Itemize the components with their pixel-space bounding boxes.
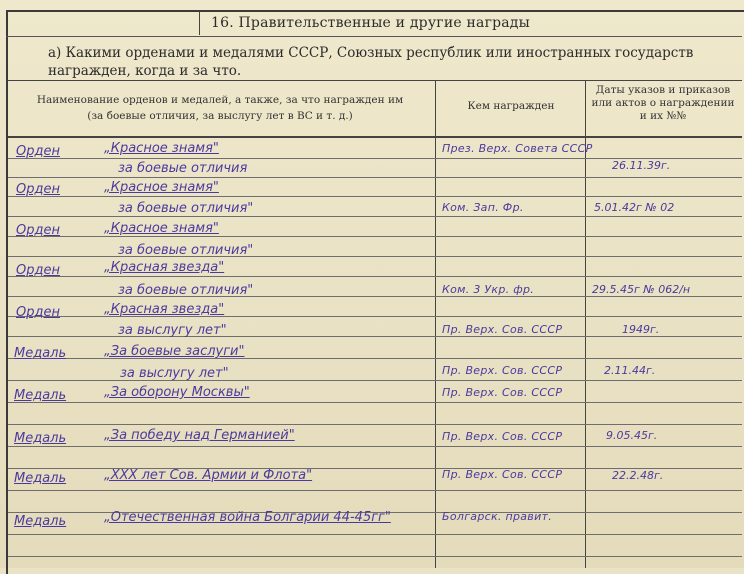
award-type: Медаль	[14, 471, 67, 486]
award-type: Орден	[16, 223, 60, 238]
award-name: „За боевые заслуги"	[104, 344, 245, 359]
award-name: „Красное знамя"	[104, 141, 219, 156]
award-reason: за боевые отличия"	[118, 243, 254, 258]
section-title: 16. Правительственные и другие награды	[211, 15, 530, 31]
award-type: Орден	[16, 305, 60, 320]
rule-line	[8, 424, 742, 425]
award-name: „Отечественная война Болгарии 44-45гг"	[104, 510, 391, 525]
awarded-by: Болгарск. правит.	[442, 510, 553, 523]
header-top-line	[8, 80, 742, 81]
award-date: 22.2.48г.	[612, 469, 664, 482]
award-reason: за боевые отличия	[118, 161, 248, 176]
awarded-by: Пр. Верх. Сов. СССР	[442, 468, 563, 481]
awarded-by: Пр. Верх. Сов. СССР	[442, 364, 563, 377]
award-reason: за выслугу лет"	[120, 366, 229, 381]
column-divider-1	[435, 80, 436, 568]
award-name: „Красное знамя"	[104, 221, 219, 236]
award-type: Орден	[16, 182, 60, 197]
award-name: „За оборону Москвы"	[104, 385, 250, 400]
awarded-by: Пр. Верх. Сов. СССР	[442, 323, 563, 336]
question-text: а) Какими орденами и медалями СССР, Союзных республик или иностранных государств награжден, когда и за что.	[48, 45, 694, 79]
rule-line	[8, 216, 742, 217]
title-divider	[199, 11, 200, 35]
awarded-by: Пр. Верх. Сов. СССР	[442, 430, 563, 443]
award-date: 29.5.45г № 062/н	[592, 283, 691, 296]
header-col-by-whom: Кем награжден	[467, 100, 555, 112]
award-reason: за боевые отличия"	[118, 201, 254, 216]
rule-line	[8, 276, 742, 277]
award-type: Медаль	[14, 346, 67, 361]
award-name: „XXX лет Сов. Армии и Флота"	[104, 468, 313, 483]
award-name: „Красное знамя"	[104, 180, 219, 195]
awarded-by: Ком. 3 Укр. фр.	[442, 283, 535, 296]
rule-line	[8, 446, 742, 447]
award-name: „Красная звезда"	[104, 260, 225, 275]
rule-line	[8, 534, 742, 535]
header-col-dates: Даты указов и приказов или актов о награждении и их №№	[591, 84, 735, 122]
award-type: Медаль	[14, 431, 67, 446]
award-type: Орден	[16, 263, 60, 278]
awarded-by: Пр. Верх. Сов. СССР	[442, 386, 563, 399]
rule-line	[8, 380, 742, 381]
award-date: 9.05.45г.	[606, 429, 658, 442]
award-date: 5.01.42г № 02	[594, 201, 675, 214]
awarded-by: Ком. Зап. Фр.	[442, 201, 524, 214]
award-type: Медаль	[14, 388, 67, 403]
award-reason: за выслугу лет"	[118, 323, 227, 338]
award-type: Орден	[16, 144, 60, 159]
award-date: 1949г.	[622, 323, 660, 336]
award-reason: за боевые отличия"	[118, 283, 254, 298]
header-bottom-line	[8, 136, 742, 138]
awarded-by: През. Верх. Совета СССР	[442, 142, 593, 155]
rule-line	[8, 236, 742, 237]
award-name: „Красная звезда"	[104, 302, 225, 317]
award-type: Медаль	[14, 514, 67, 529]
header-col-awards: Наименование орденов и медалей, а также, за что награжден им (за боевые отличия, за выслугу лет в ВС и т. д.)	[36, 94, 404, 122]
rule-line	[8, 490, 742, 491]
award-date: 26.11.39г.	[612, 159, 671, 172]
award-date: 2.11.44г.	[604, 364, 656, 377]
rule-line	[8, 196, 742, 197]
rule-line	[8, 402, 742, 403]
rule-line	[8, 556, 742, 557]
rule-line	[8, 177, 742, 178]
award-name: „За победу над Германией"	[104, 428, 295, 443]
